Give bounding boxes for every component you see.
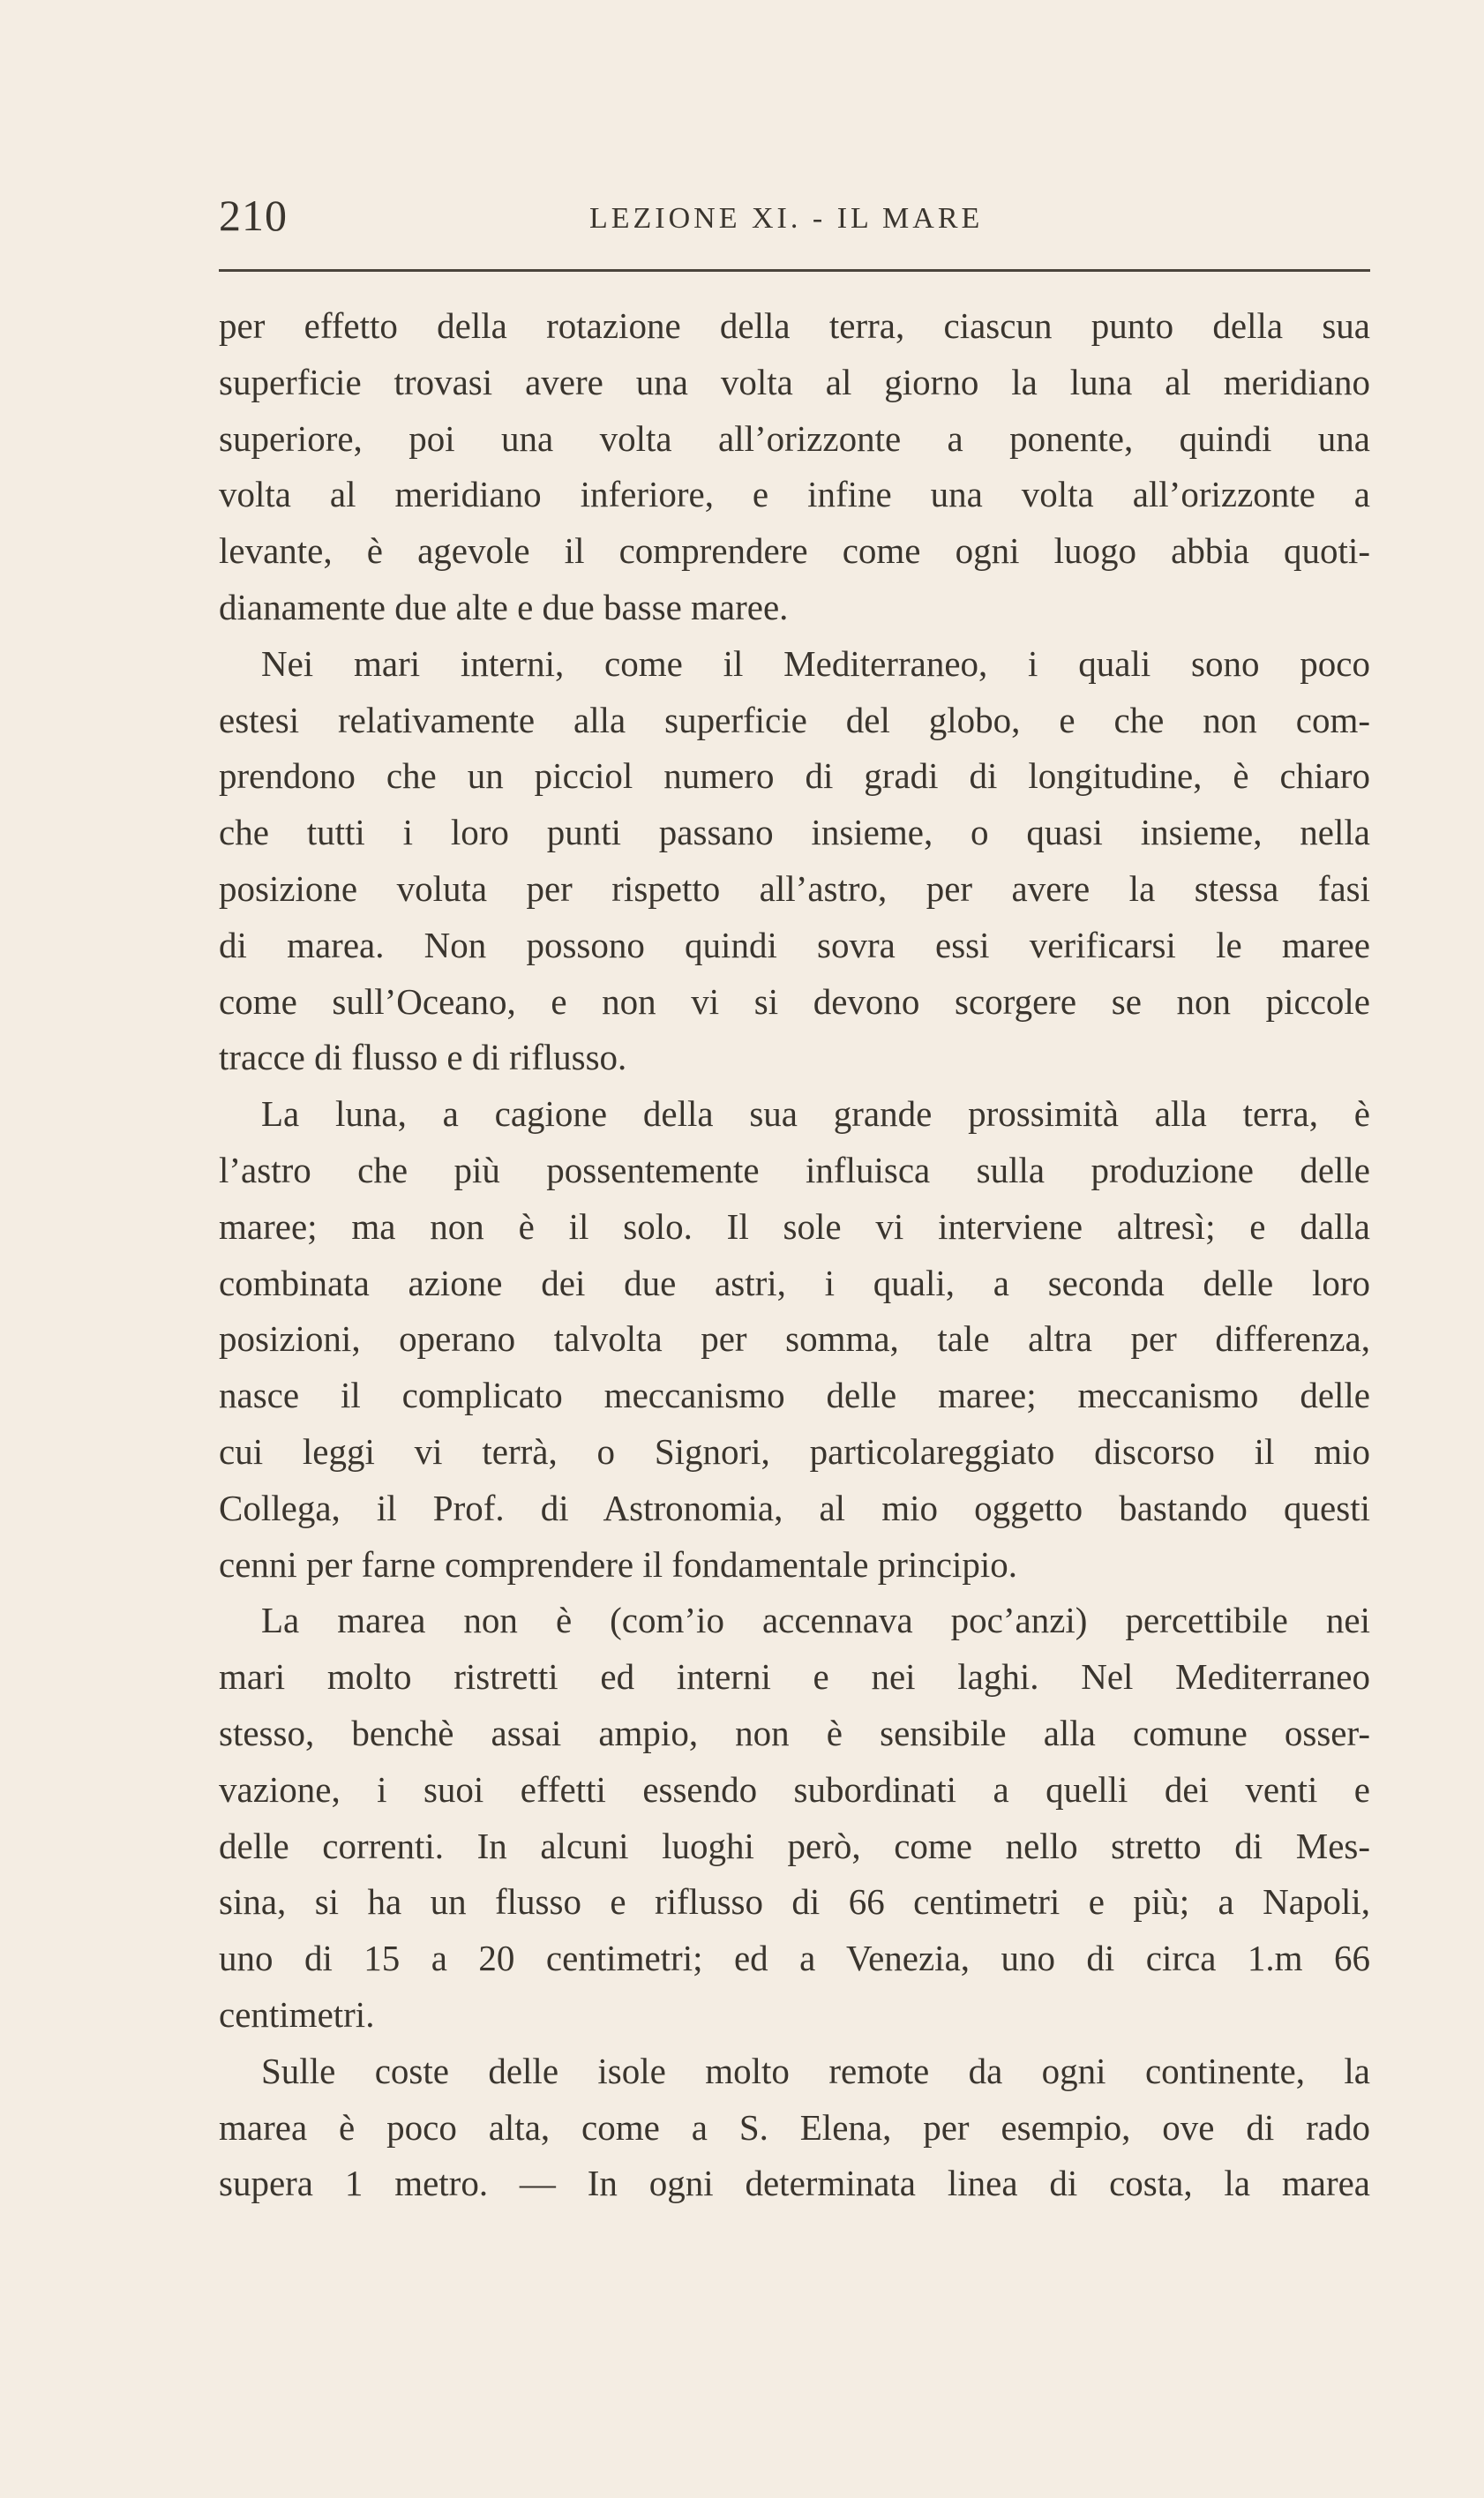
text-line: maree; ma non è il solo. Il sole vi interviene altresì; e dalla bbox=[219, 1205, 1370, 1247]
text-line: per effetto della rotazione della terra, ciascun punto della sua bbox=[219, 305, 1370, 346]
text-line: tracce di flusso e di riflusso. bbox=[219, 1037, 627, 1078]
body-text bbox=[219, 298, 1370, 2212]
text-line: Collega, il Prof. di Astronomia, al mio oggetto bastando questi bbox=[219, 1487, 1370, 1528]
text-line: centimetri. bbox=[219, 1993, 375, 2035]
text-line: posizioni, operano talvolta per somma, tale altra per differenza, bbox=[219, 1318, 1370, 1360]
header-rule bbox=[219, 269, 1370, 272]
page-header bbox=[219, 181, 1370, 251]
text-line: Nei mari interni, come il Mediterraneo, i quali sono poco bbox=[261, 642, 1370, 684]
text-line: che tutti i loro punti passano insieme, o quasi insieme, nella bbox=[219, 812, 1370, 853]
text-line: sina, si ha un flusso e riflusso di 66 centimetri e più; a Napoli, bbox=[219, 1881, 1370, 1923]
text-line: supera 1 metro. — In ogni determinata linea di costa, la marea bbox=[219, 2163, 1370, 2204]
text-line: Sulle coste delle isole molto remote da ogni continente, la bbox=[261, 2050, 1370, 2091]
text-line: estesi relativamente alla superficie del globo, e che non com- bbox=[219, 699, 1370, 740]
text-line: vazione, i suoi effetti essendo subordinati a quelli dei venti e bbox=[219, 1768, 1370, 1810]
text-line: cenni per farne comprendere il fondamentale principio. bbox=[219, 1543, 1018, 1585]
text-line: marea è poco alta, come a S. Elena, per esempio, ove di rado bbox=[219, 2106, 1370, 2148]
text-line: prendono che un picciol numero di gradi di longitudine, è chiaro bbox=[219, 755, 1370, 797]
text-line: uno di 15 a 20 centimetri; ed a Venezia, uno di circa 1.m 66 bbox=[219, 1938, 1370, 1979]
text-line: levante, è agevole il comprendere come ogni luogo abbia quoti- bbox=[219, 530, 1370, 572]
page-number: 210 bbox=[219, 191, 288, 240]
text-line: nasce il complicato meccanismo delle maree; meccanismo delle bbox=[219, 1375, 1370, 1416]
text-line: cui leggi vi terrà, o Signori, particolareggiato discorso il mio bbox=[219, 1430, 1370, 1472]
text-line: mari molto ristretti ed interni e nei laghi. Nel Mediterraneo bbox=[219, 1656, 1370, 1698]
text-line: superiore, poi una volta all’orizzonte a ponente, quindi una bbox=[219, 417, 1370, 459]
text-line: stesso, benchè assai ampio, non è sensibile alla comune osser- bbox=[219, 1712, 1370, 1753]
running-head: LEZIONE XI. - IL MARE bbox=[589, 202, 984, 235]
text-line: combinata azione dei due astri, i quali, a seconda delle loro bbox=[219, 1262, 1370, 1303]
text-line: volta al meridiano inferiore, e infine una volta all’orizzonte a bbox=[219, 474, 1370, 515]
text-line: posizione voluta per rispetto all’astro, per avere la stessa fasi bbox=[219, 867, 1370, 909]
text-line: l’astro che più possentemente influisca sulla produzione delle bbox=[219, 1149, 1370, 1190]
text-line: La luna, a cagione della sua grande prossimità alla terra, è bbox=[261, 1093, 1370, 1135]
text-line: delle correnti. In alcuni luoghi però, come nello stretto di Mes- bbox=[219, 1825, 1370, 1866]
text-line: come sull’Oceano, e non vi si devono scorgere se non piccole bbox=[219, 980, 1370, 1022]
text-line: La marea non è (com’io accennava poc’anzi) percettibile nei bbox=[261, 1600, 1370, 1641]
text-line: dianamente due alte e due basse maree. bbox=[219, 586, 789, 627]
text-line: di marea. Non possono quindi sovra essi verificarsi le maree bbox=[219, 924, 1370, 965]
text-line: superficie trovasi avere una volta al giorno la luna al meridiano bbox=[219, 361, 1370, 402]
